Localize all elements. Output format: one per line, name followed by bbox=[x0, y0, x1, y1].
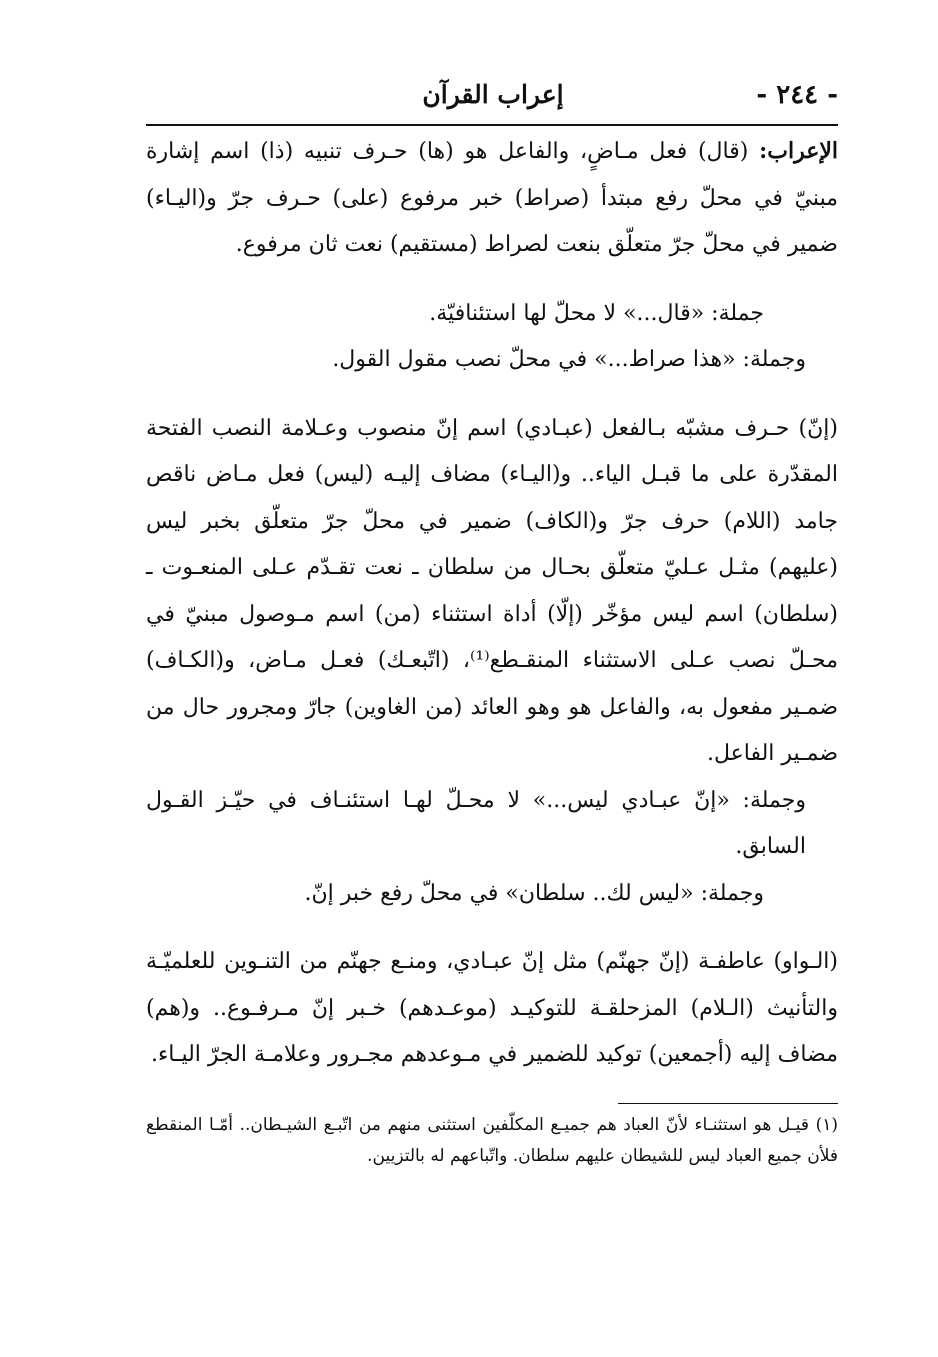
irab-heading: الإعراب: bbox=[759, 138, 838, 164]
sentence-2: وجملة: «هذا صراط...» في محلّ نصب مقول القول. bbox=[332, 347, 806, 372]
irab-text: (قال) فعل مـاضٍ، والفاعل هو (ها) حـرف تنبيه (ذا) اسم إشارة مبنيّ في محلّ رفع مبتدأ (صراط) خبر مرفوع (على) حـرف جرّ و(اليـاء) ضمير في محلّ جرّ متعلّق بنعت لصراط (مستقيم) نعت ثان مرفوع. bbox=[146, 139, 838, 257]
paragraph-irab bbox=[146, 128, 838, 269]
sentence-1: جملة: «قال...» لا محلّ لها استئنافيّة. bbox=[429, 300, 764, 326]
spacer bbox=[146, 384, 838, 406]
spacer bbox=[146, 917, 838, 939]
running-title: إعراب القرآن bbox=[422, 80, 564, 109]
page-body bbox=[146, 128, 838, 1079]
sentence-4: وجملة: «ليس لك.. سلطان» في محلّ رفع خبر إنّ. bbox=[304, 880, 764, 906]
footnote-1: (١) قيـل هو استثنـاء لأنّ العباد هم جميـع المكلّفين استثنى منهم من اتّبـع الشيـطان.. أمّـا المنقطع فلأن جميع العباد ليس للشيطان عليهم سلطان. واتّباعهم له بالتزيين. bbox=[146, 1115, 838, 1166]
footnote-rule bbox=[618, 1103, 838, 1104]
page-number: - ٢٤٤ - bbox=[756, 80, 838, 110]
paragraph-inna: (إنّ) حـرف مشبّه بـالفعل (عبـادي) اسم إنّ منصوب وعـلامة النصب الفتحة المقدّرة على ما قبـل الياء.. و(اليـاء) مضاف إليـه (ليس) فعل مـاض ناقص جامد (اللام) حرف جرّ و(الكاف) ضمير في محلّ جرّ متعلّق بخبر ليس (عليهم) مثـل عـليّ متعلّق بحـال من سلطان ـ نعت تقـدّم عـلى المنعـوت ـ (سلطان) اسم ليس مؤخّر (إلّا) أداة استثناء (من) اسم مـوصول مبنيّ في محـلّ نصب عـلى الاستثناء المنقـطع⁽¹⁾، (اتّبعـك) فعـل مـاض، و(الكـاف) ضمـير مفعول به، والفاعل هو وهو العائد (من الغاوين) جارّ ومجرور حال من ضمـير الفاعل. bbox=[146, 415, 838, 766]
footnotes bbox=[146, 1110, 838, 1172]
sentence-3: وجملة: «إنّ عبـادي ليس...» لا محـلّ لهـا استئنـاف في حيّـز القـول السابق. bbox=[146, 787, 806, 859]
header-rule bbox=[146, 124, 838, 126]
page-header bbox=[148, 74, 838, 118]
spacer bbox=[146, 269, 838, 291]
paragraph-waw: (الـواو) عاطفـة (إنّ جهنّم) مثل إنّ عبـادي، ومنـع جهنّم من التنـوين للعلميّـة والتأنيث (الـلام) المزحلقـة للتوكيـد (موعـدهم) خـبر إنّ مـرفـوع.. و(هم) مضاف إليه (أجمعين) توكيد للضمير في مـوعدهم مجـرور وعلامـة الجرّ اليـاء. bbox=[146, 949, 838, 1067]
